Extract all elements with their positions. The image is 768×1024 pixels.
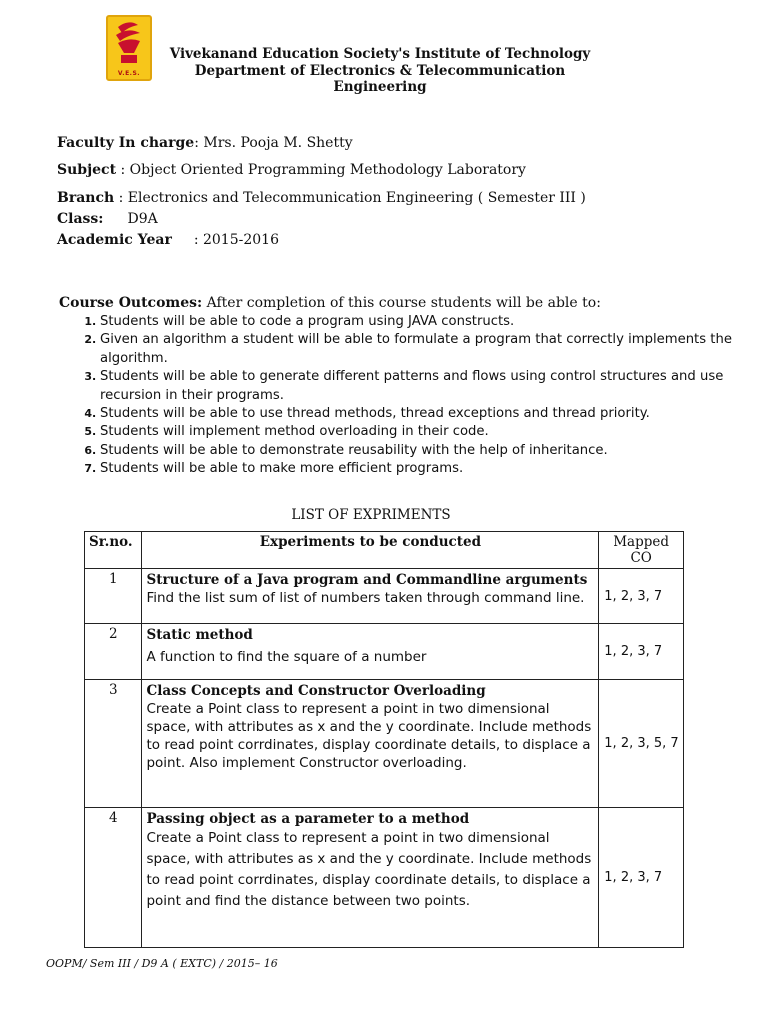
row-sr: 2: [85, 624, 142, 680]
table-row: [85, 569, 684, 624]
institute-logo: [106, 15, 152, 81]
experiment-desc: A function to find the square of a number: [146, 649, 427, 665]
table-row: [85, 624, 684, 680]
experiment-title: Class Concepts and Constructor Overloading: [146, 683, 486, 699]
institute-name: Vivekanand Education Society's Institute of Technology: [169, 46, 591, 62]
branch-line: [57, 190, 586, 206]
year-line: [57, 232, 279, 248]
column-header-co: Mapped CO: [599, 532, 684, 569]
page-footer: OOPM/ Sem III / D9 A ( EXTC) / 2015– 16: [46, 957, 278, 970]
row-sr: 4: [85, 808, 142, 948]
class-value: D9A: [127, 211, 158, 227]
year-label: Academic Year: [57, 232, 172, 248]
faculty-value: : Mrs. Pooja M. Shetty: [194, 135, 353, 151]
column-header-experiments: Experiments to be conducted: [142, 532, 599, 569]
outcome-item: 7. Students will be able to make more efficient programs.: [100, 460, 760, 478]
subject-label: Subject: [57, 162, 117, 178]
row-experiment: [142, 680, 599, 808]
table-row: [85, 808, 684, 948]
class-line: [57, 211, 158, 227]
branch-value: : Electronics and Telecommunication Engineering ( Semester III ): [114, 190, 586, 206]
row-experiment: [142, 808, 599, 948]
year-value: : 2015-2016: [193, 232, 279, 248]
outcome-item: 3. Students will be able to generate different patterns and flows using control structures and use recursion in their programs.: [100, 368, 760, 405]
outcome-item: 1. Students will be able to code a program using JAVA constructs.: [100, 313, 760, 331]
experiment-desc: Find the list sum of list of numbers taken through command line.: [146, 590, 585, 606]
row-experiment: [142, 624, 599, 680]
experiment-title: Structure of a Java program and Commandline arguments: [146, 572, 588, 588]
subject-value: : Object Oriented Programming Methodology Laboratory: [116, 162, 526, 178]
row-experiment: [142, 569, 599, 624]
faculty-label: Faculty In charge: [57, 135, 195, 151]
experiment-title: Passing object as a parameter to a method: [146, 811, 470, 827]
course-outcomes-list: [60, 313, 760, 479]
row-co: 1, 2, 3, 5, 7: [599, 680, 684, 808]
course-outcomes-label: Course Outcomes:: [59, 295, 203, 311]
course-outcomes-heading: [59, 295, 601, 311]
department-name: Department of Electronics & Telecommunication Engineering: [194, 63, 566, 95]
experiments-table: [84, 531, 684, 948]
experiment-desc: Create a Point class to represent a point in two dimensional space, with attributes as x and the y coordinate. Include methods to read point corrdinates, display coordinate details, to displace a point. Also implement Constructor overloading.: [146, 701, 592, 771]
branch-label: Branch: [57, 190, 115, 206]
column-header-srno: Sr.no.: [85, 532, 142, 569]
experiment-desc: Create a Point class to represent a point in two dimensional space, with attributes as x and the y coordinate. Include methods to read point corrdinates, display coordinate details, to displace a point and find the distance between two points.: [146, 830, 592, 909]
outcome-item: 5. Students will implement method overloading in their code.: [100, 423, 760, 441]
class-label: Class:: [57, 211, 104, 227]
experiments-title: LIST OF EXPRIMENTS: [291, 507, 451, 523]
row-co: 1, 2, 3, 7: [599, 808, 684, 948]
table-header-row: [85, 532, 684, 569]
course-outcomes-intro: After completion of this course students will be able to:: [202, 295, 601, 311]
outcome-item: 2. Given an algorithm a student will be able to formulate a program that correctly implements the algorithm.: [100, 331, 760, 368]
row-co: 1, 2, 3, 7: [599, 569, 684, 624]
experiment-title: Static method: [146, 627, 253, 643]
faculty-line: [57, 135, 353, 151]
row-co: 1, 2, 3, 7: [599, 624, 684, 680]
row-sr: 1: [85, 569, 142, 624]
logo-text: V.E.S.: [117, 70, 141, 77]
outcome-item: 6. Students will be able to demonstrate reusability with the help of inheritance.: [100, 442, 760, 460]
table-row: [85, 680, 684, 808]
row-sr: 3: [85, 680, 142, 808]
outcome-item: 4. Students will be able to use thread methods, thread exceptions and thread priority.: [100, 405, 760, 423]
logo-emblem-icon: [108, 17, 150, 69]
subject-line: [57, 162, 526, 178]
